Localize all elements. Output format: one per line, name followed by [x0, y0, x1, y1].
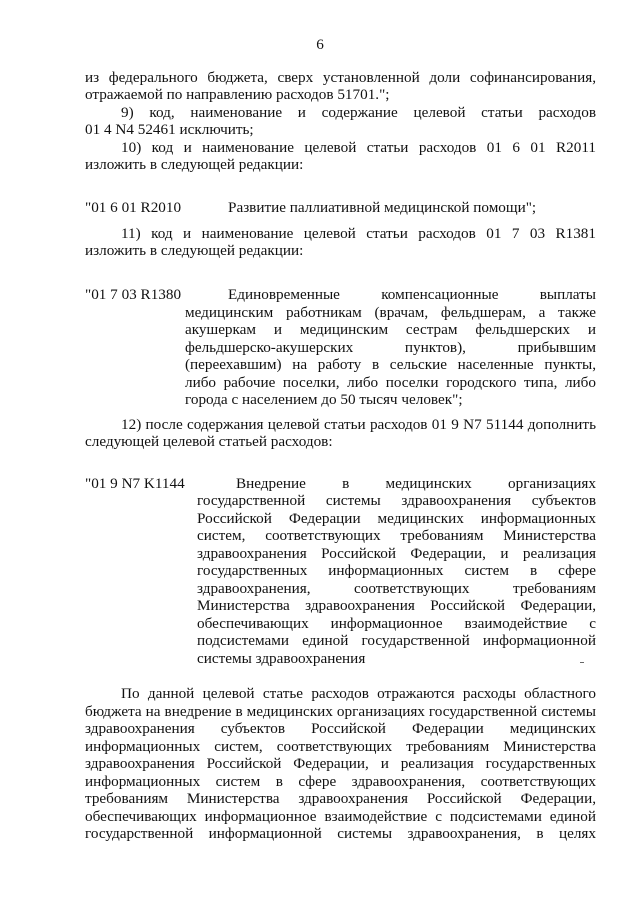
scan-mark — [580, 662, 584, 663]
entry3-line-4: систем, соответствующих требованиям Министерства — [197, 527, 596, 544]
entry2-line-7: города с населением до 50 тысяч человек"; — [185, 391, 463, 408]
final-line-5: здравоохранения Российской Федерации, и реализация государственных — [85, 755, 596, 772]
entry1-title: Развитие паллиативной медицинской помощи"; — [228, 199, 537, 216]
item10-line-2: изложить в следующей редакции: — [85, 156, 304, 173]
entry3-line-10: подсистемами единой государственной информационной — [197, 632, 596, 649]
entry2-line-5: (переехавшим) на работу в сельские населенные пункты, — [185, 356, 596, 373]
intro-line-1: из федерального бюджета, сверх установленной доли софинансирования, — [85, 69, 596, 86]
entry2-line-1: Единовременные компенсационные выплаты — [228, 286, 596, 303]
entry3-line-5: здравоохранения Российской Федерации, и реализация — [197, 545, 596, 562]
entry3-line-9: обеспечивающих информационное взаимодействие с — [197, 615, 596, 632]
item12-line-2: следующей целевой статьей расходов: — [85, 433, 333, 450]
item11-line-2: изложить в следующей редакции: — [85, 242, 304, 259]
final-line-6: информационных систем в сфере здравоохранения, соответствующих — [85, 773, 596, 790]
entry3-line-3: Российской Федерации медицинских информационных — [197, 510, 596, 527]
final-line-4: информационных систем, соответствующих требованиям Министерства — [85, 738, 596, 755]
entry2-line-6: либо рабочие поселки, либо поселки городского типа, либо — [185, 374, 596, 391]
entry3-line-2: государственной системы здравоохранения субъектов — [197, 492, 596, 509]
final-line-8: обеспечивающих информационное взаимодействие с подсистемами единой — [85, 808, 596, 825]
item11-line-1: 11) код и наименование целевой статьи расходов 01 7 03 R1381 — [121, 225, 596, 242]
entry3-line-1: Внедрение в медицинских организациях — [236, 475, 596, 492]
entry2-line-2: медицинским работникам (врачам, фельдшерам, а также — [185, 304, 596, 321]
final-line-1: По данной целевой статье расходов отражаются расходы областного — [121, 685, 596, 702]
entry2-line-3: акушеркам и медицинским сестрам фельдшерских и — [185, 321, 596, 338]
entry3-code: "01 9 N7 K1144 — [85, 475, 185, 492]
final-line-3: здравоохранения субъектов Российской Федерации медицинских — [85, 720, 596, 737]
item9-line-2: 01 4 N4 52461 исключить; — [85, 121, 254, 138]
entry3-line-8: Министерства здравоохранения Российской Федерации, — [197, 597, 596, 614]
intro-line-2: отражаемой по направлению расходов 51701."; — [85, 86, 390, 103]
entry3-line-6: государственных информационных систем в сфере — [197, 562, 596, 579]
page-number: 6 — [316, 36, 324, 53]
item10-line-1: 10) код и наименование целевой статьи расходов 01 6 01 R2011 — [121, 139, 596, 156]
entry2-code: "01 7 03 R1380 — [85, 286, 182, 303]
item12-line-1: 12) после содержания целевой статьи расходов 01 9 N7 51144 дополнить — [121, 416, 596, 433]
final-line-9: государственной информационной системы здравоохранения, в целях — [85, 825, 596, 842]
entry2-line-4: фельдшерско-акушерских пунктов), прибывшим — [185, 339, 596, 356]
final-line-7: требованиям Министерства здравоохранения Российской Федерации, — [85, 790, 596, 807]
item9-line-1: 9) код, наименование и содержание целевой статьи расходов — [121, 104, 596, 121]
entry3-line-7: здравоохранения, соответствующих требованиям — [197, 580, 596, 597]
entry3-line-11: системы здравоохранения — [197, 650, 366, 667]
final-line-2: бюджета на внедрение в медицинских организациях государственной системы — [85, 703, 596, 720]
entry1-code: "01 6 01 R2010 — [85, 199, 182, 216]
